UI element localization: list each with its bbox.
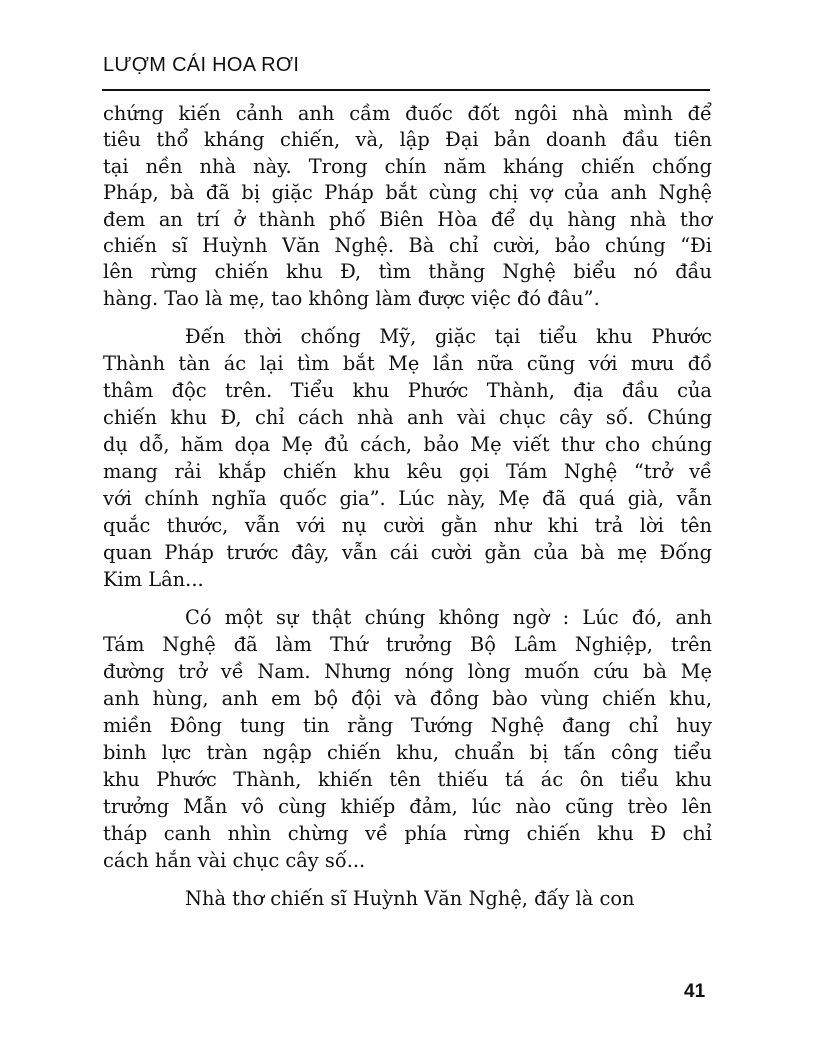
- text-line: quắc thước, vẫn với nụ cười gằn như khi trả lời tên: [103, 514, 712, 538]
- text-line: thâm độc trên. Tiểu khu Phước Thành, địa đầu của: [103, 379, 712, 403]
- paragraph: [103, 604, 712, 874]
- text-line: Kim Lân...: [103, 568, 204, 592]
- text-line: trưởng Mẫn vô cùng khiếp đảm, lúc nào cũng trèo lên: [103, 795, 712, 819]
- text-line: anh hùng, anh em bộ đội và đồng bào vùng chiến khu,: [103, 687, 712, 711]
- text-line: hàng. Tao là mẹ, tao không làm được việc đó đâu”.: [103, 286, 600, 310]
- text-line: tại nền nhà này. Trong chín năm kháng chiến chống: [103, 154, 712, 178]
- text-line: Pháp, bà đã bị giặc Pháp bắt cùng chị vợ của anh Nghệ: [103, 181, 712, 205]
- text-line: khu Phước Thành, khiến tên thiếu tá ác ôn tiểu khu: [103, 768, 712, 792]
- paragraph: [103, 323, 712, 593]
- text-line: Tám Nghệ đã làm Thứ trưởng Bộ Lâm Nghiệp, trên: [103, 633, 712, 657]
- text-line: đem an trí ở thành phố Biên Hòa để dụ hàng nhà thơ: [103, 207, 712, 231]
- text-line: với chính nghĩa quốc gia”. Lúc này, Mẹ đã quá già, vẫn: [103, 487, 712, 511]
- header-rule: [102, 89, 710, 91]
- text-line: Nhà thơ chiến sĩ Huỳnh Văn Nghệ, đấy là con: [185, 887, 635, 911]
- paragraph: [103, 101, 712, 312]
- text-line: đường trở về Nam. Nhưng nóng lòng muốn cứu bà Mẹ: [103, 660, 712, 684]
- text-line: Thành tàn ác lại tìm bắt Mẹ lần nữa cũng với mưu đồ: [103, 352, 712, 376]
- text-line: tháp canh nhìn chừng về phía rừng chiến khu Đ chỉ: [103, 822, 712, 846]
- text-line: chiến sĩ Huỳnh Văn Nghệ. Bà chỉ cười, bảo chúng “Đi: [103, 233, 712, 257]
- page-number: 41: [684, 981, 706, 1002]
- text-line: binh lực tràn ngập chiến khu, chuẩn bị tấn công tiểu: [103, 741, 712, 765]
- text-line: Đến thời chống Mỹ, giặc tại tiểu khu Phước: [185, 325, 712, 349]
- text-line: chứng kiến cảnh anh cầm đuốc đốt ngôi nhà mình để: [103, 102, 712, 125]
- text-line: cách hắn vài chục cây số...: [103, 849, 366, 873]
- text-line: chiến khu Đ, chỉ cách nhà anh vài chục cây số. Chúng: [103, 406, 712, 430]
- text-line: mang rải khắp chiến khu kêu gọi Tám Nghệ “trở về: [103, 460, 712, 484]
- body-text: [103, 101, 712, 923]
- text-line: Có một sự thật chúng không ngờ : Lúc đó, anh: [185, 606, 712, 630]
- text-line: quan Pháp trước đây, vẫn cái cười gằn của bà mẹ Đống: [103, 541, 712, 565]
- paragraph: [103, 885, 712, 912]
- text-line: miền Đông tung tin rằng Tướng Nghệ đang chỉ huy: [103, 714, 712, 738]
- running-header: LƯỢM CÁI HOA RƠI: [103, 54, 300, 76]
- text-line: lên rừng chiến khu Đ, tìm thằng Nghệ biểu nó đầu: [103, 260, 712, 284]
- text-line: dụ dỗ, hăm dọa Mẹ đủ cách, bảo Mẹ viết thư cho chúng: [103, 433, 712, 457]
- text-line: tiêu thổ kháng chiến, và, lập Đại bản doanh đầu tiên: [103, 128, 712, 152]
